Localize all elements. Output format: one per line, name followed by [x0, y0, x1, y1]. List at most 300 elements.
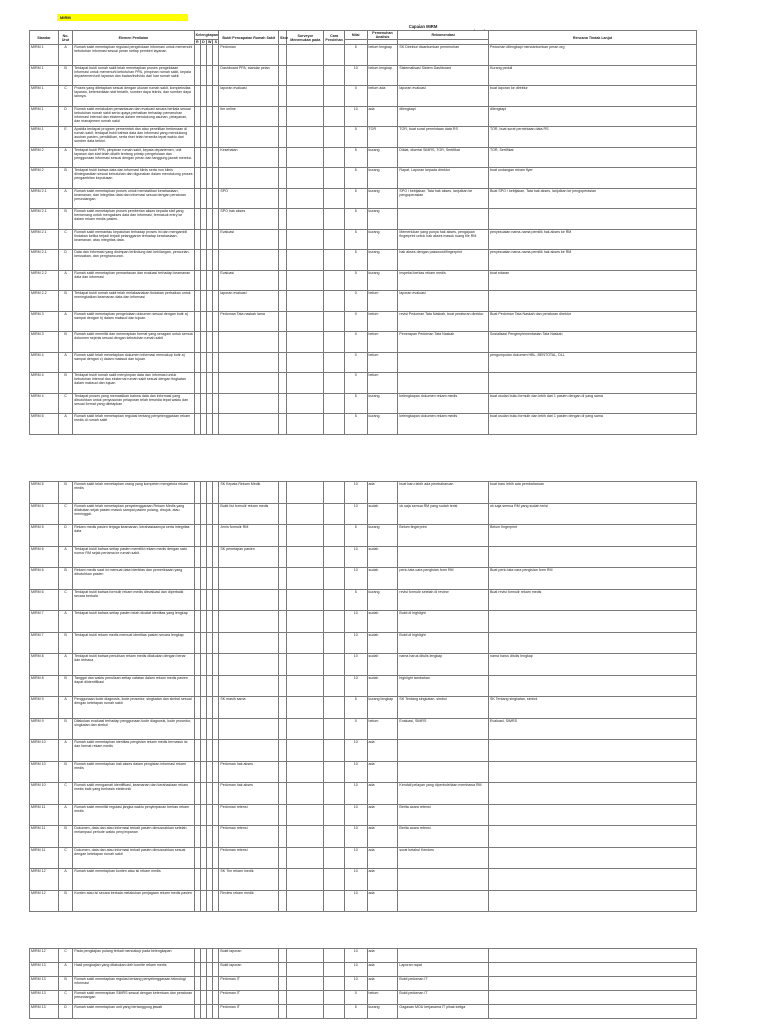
cell-nilai: 10: [344, 740, 367, 762]
table-row: [30, 270, 697, 291]
cell-analisis: ada: [367, 740, 398, 762]
cell-surveyor: [287, 761, 324, 783]
cell-nilai: 5: [344, 127, 367, 148]
cell-no-urut: B: [58, 890, 72, 912]
cell-no-urut: C: [58, 393, 72, 414]
sub-w: W: [208, 40, 212, 44]
cell-nilai: 5: [344, 525, 367, 547]
cell-no-urut: B: [58, 373, 72, 394]
table-row: [30, 1005, 697, 1019]
cell-standar: MIRM 9: [30, 718, 59, 740]
cell-bukti: Bukti list formulir rekam medis: [219, 503, 279, 525]
cell-rekomendasi: Berita acara retensi: [398, 826, 489, 848]
cell-elemen: Terdapat bukti bahwa setiap pasien telah dicatat identitas yang lengkap: [73, 611, 194, 633]
cell-standar: MIRM 6: [30, 568, 59, 590]
cell-no-urut: A: [58, 963, 72, 977]
cell-elemen: Rumah sakit menetapkan unit yang bertanggung jawab: [73, 1005, 194, 1019]
table-row: [30, 949, 697, 963]
cell-surveyor: [287, 611, 324, 633]
cell-surveyor: [287, 675, 324, 697]
assessment-table-1: [29, 30, 697, 435]
cell-surveyor: [287, 168, 324, 189]
col-surveyor: Surveyor Menemukan pada: [287, 31, 324, 45]
cell-standar: MIRM 12: [30, 869, 59, 891]
cell-skor: [279, 654, 287, 676]
cell-rencana: nama harus ditulis lengkap: [489, 654, 697, 676]
cell-cara: [324, 740, 345, 762]
cell-nilai: 10: [344, 675, 367, 697]
cell-rencana: SK Tentang singkatan, simbol: [489, 697, 697, 719]
cell-cara: [324, 761, 345, 783]
cell-rekomendasi: ok saja semua RM yang sudah terisi: [398, 503, 489, 525]
cell-elemen: Rumah sakit menetapkan pemantauan dan evaluasi terhadap keamanan data dan informasi: [73, 270, 194, 291]
cell-elemen: Terdapat bukti rekam medis memuat identitas pasien secara lengkap: [73, 632, 194, 654]
cell-rencana: buat laporan ke direktur: [489, 86, 697, 107]
cell-analisis: kurang: [367, 168, 398, 189]
cell-nilai: 10: [344, 847, 367, 869]
col-elemen: Elemen Penilaian: [73, 31, 194, 45]
cell-surveyor: [287, 291, 324, 312]
cell-surveyor: [287, 949, 324, 963]
cell-rencana: pengumpulan dokumen HBL, BENTOTAL, DLL: [489, 352, 697, 373]
cell-skor: [279, 503, 287, 525]
cell-rekomendasi: Gagasan MOU kerjasama IT pihak ketiga: [398, 1005, 489, 1019]
cell-no-urut: B: [58, 675, 72, 697]
cell-elemen: Rumah sakit telah menetapkan dokumen informasi mencakup butir a) sampai dengan c) dalam maksud dan tujuan: [73, 352, 194, 373]
cell-bukti: [219, 127, 279, 148]
cell-no-urut: B: [58, 977, 72, 991]
cell-skor: [279, 291, 287, 312]
table-row: [30, 697, 697, 719]
cell-surveyor: [287, 414, 324, 435]
cell-elemen: Apabila terdapat program pemerintah dan atau penelitian berkenaan di rumah sakit, terdapat bukti bahwa data dan informasi yang mendukung asuhan pasien, pendidikan, serta riset telah tersedia tepat waktu dari sumber data terkini.: [73, 127, 194, 148]
cell-analisis: ada: [367, 783, 398, 805]
cell-skor: [279, 270, 287, 291]
cell-rencana: buat undangan rekam flyer: [489, 168, 697, 189]
cell-rencana: TOR, Sertifikat: [489, 147, 697, 168]
cell-bukti: laporan evaluasi: [219, 86, 279, 107]
cell-skor: [279, 332, 287, 353]
cell-rencana: Buat perlu tata cara pengisian form RM: [489, 568, 697, 590]
cell-cara: [324, 393, 345, 414]
cell-rencana: [489, 291, 697, 312]
col-analisis: Pemenuhan Analisis: [367, 31, 398, 40]
table-row: [30, 414, 697, 435]
cell-analisis: belum lengkap: [367, 65, 398, 86]
cell-analisis: sudah: [367, 503, 398, 525]
cell-surveyor: [287, 45, 324, 66]
cell-rekomendasi: Rapat, Laporan kepada direktur: [398, 168, 489, 189]
cell-skor: [279, 65, 287, 86]
cell-analisis: belum: [367, 291, 398, 312]
sheet-title: MIRM: [57, 14, 188, 21]
table-row: [30, 373, 697, 394]
cell-skor: [279, 991, 287, 1005]
cell-nilai: 10: [344, 869, 367, 891]
cell-skor: [279, 352, 287, 373]
cell-nilai: 0: [344, 291, 367, 312]
cell-rencana: [489, 1005, 697, 1019]
cell-bukti: [219, 611, 279, 633]
cell-bukti: [219, 718, 279, 740]
cell-cara: [324, 414, 345, 435]
cell-no-urut: C: [58, 86, 72, 107]
cell-rencana: Kurang peduli: [489, 65, 697, 86]
cell-surveyor: [287, 654, 324, 676]
cell-bukti: SK penetapan pasien: [219, 546, 279, 568]
cell-no-urut: C: [58, 589, 72, 611]
cell-elemen: Rumah sakit memiliki dan menerapkan format yang seragam untuk semua dokumen sejenis sesuai dengan kebutuhan rumah sakit: [73, 332, 194, 353]
cell-nilai: 5: [344, 393, 367, 414]
cell-elemen: Dokumen, data dan atau informasi terkait pasien dimusnahkan sesuai dengan ketetapan rumah sakit: [73, 847, 194, 869]
cell-rekomendasi: Laporan rapat: [398, 963, 489, 977]
cell-standar: MIRM 13: [30, 977, 59, 991]
cell-bukti: Pedoman: [219, 45, 279, 66]
cell-no-urut: C: [58, 949, 72, 963]
cell-nilai: 0: [344, 373, 367, 394]
cell-nilai: 10: [344, 783, 367, 805]
cell-analisis: belum: [367, 718, 398, 740]
cell-rekomendasi: laporan evaluasi: [398, 291, 489, 312]
cell-standar: MIRM 5: [30, 414, 59, 435]
table-row: [30, 740, 697, 762]
cell-elemen: Rumah sakit menetapkan regulasi tentang penyelenggaraan teknologi informasi: [73, 977, 194, 991]
cell-no-urut: A: [58, 611, 72, 633]
cell-bukti: laporan evaluasi: [219, 291, 279, 312]
cell-cara: [324, 847, 345, 869]
cell-standar: MIRM 8: [30, 654, 59, 676]
cell-no-urut: A: [58, 697, 72, 719]
cell-skor: [279, 718, 287, 740]
cell-analisis: belum: [367, 373, 398, 394]
cell-elemen: Rumah sakit memiliki regulasi jangka waktu penyimpanan berkas rekam medis: [73, 804, 194, 826]
cell-bukti: [219, 568, 279, 590]
cell-rekomendasi: Bukti pedoman IT: [398, 991, 489, 1005]
cell-skor: [279, 804, 287, 826]
cell-bukti: Pedoman retensi: [219, 826, 279, 848]
cell-analisis: kurang: [367, 393, 398, 414]
cell-bukti: Dashboard PPA, standar pelan: [219, 65, 279, 86]
cell-cara: [324, 568, 345, 590]
cell-skor: [279, 783, 287, 805]
cell-surveyor: [287, 740, 324, 762]
cell-surveyor: [287, 546, 324, 568]
cell-rekomendasi: revisi formulir setelah di review: [398, 589, 489, 611]
cell-cara: [324, 311, 345, 332]
cell-cara: [324, 168, 345, 189]
cell-skor: [279, 45, 287, 66]
table-row: [30, 589, 697, 611]
cell-standar: MIRM 11: [30, 847, 59, 869]
cell-elemen: Rekam medis saat ini memuat data identitas dan pemeriksaan yang dibutuhkan pasien: [73, 568, 194, 590]
cell-skor: [279, 740, 287, 762]
cell-bukti: [219, 632, 279, 654]
cell-no-urut: C: [58, 783, 72, 805]
cell-nilai: 10: [344, 632, 367, 654]
cell-skor: [279, 826, 287, 848]
cell-rekomendasi: [398, 949, 489, 963]
cell-standar: MIRM 1: [30, 45, 59, 66]
cell-surveyor: [287, 503, 324, 525]
cell-cara: [324, 804, 345, 826]
cell-surveyor: [287, 229, 324, 250]
cell-rencana: [489, 869, 697, 891]
cell-analisis: ada: [367, 106, 398, 127]
cell-rencana: [489, 546, 697, 568]
cell-bukti: Pedoman Tata naskah lama: [219, 311, 279, 332]
table-row: [30, 675, 697, 697]
cell-no-urut: B: [58, 168, 72, 189]
cell-no-urut: D: [58, 525, 72, 547]
cell-rencana: [489, 783, 697, 805]
cell-nilai: 5: [344, 270, 367, 291]
cell-elemen: Penggunaan kode diagnosis, kode prosedur, singkatan dan simbol sesuai dengan ketetapan rumah sakit: [73, 697, 194, 719]
cell-bukti: [219, 393, 279, 414]
cell-rekomendasi: Belum fingerprint: [398, 525, 489, 547]
cell-surveyor: [287, 718, 324, 740]
cell-standar: MIRM 2.1: [30, 209, 59, 230]
cell-nilai: 10: [344, 611, 367, 633]
table-row: [30, 991, 697, 1005]
table-body-3: [30, 949, 697, 1019]
cell-rekomendasi: buat baru lebih ada pembaharuan: [398, 482, 489, 504]
cell-surveyor: [287, 332, 324, 353]
assessment-table-3: [29, 948, 697, 1019]
cell-standar: MIRM 2: [30, 147, 59, 168]
cell-surveyor: [287, 568, 324, 590]
table-row: [30, 229, 697, 250]
cell-elemen: Terdapat bukti bahwa penulisan rekam medis dilakukan dengan benar dan terbaca: [73, 654, 194, 676]
cell-elemen: Terdapat bukti bahwa data dan informasi klinis serta non klinis diintegrasikan sesuai kebutuhan dan digunakan dalam mendukung proses pengambilan keputusan: [73, 168, 194, 189]
cell-bukti: [219, 332, 279, 353]
cell-cara: [324, 188, 345, 209]
cell-cara: [324, 890, 345, 912]
cell-standar: MIRM 2.1: [30, 250, 59, 271]
cell-skor: [279, 188, 287, 209]
cell-cara: [324, 991, 345, 1005]
cell-surveyor: [287, 963, 324, 977]
cell-rencana: buat usulan buku formulir dan lebih dari 1 pasien dengan di yang sama: [489, 414, 697, 435]
cell-bukti: Pedoman IT: [219, 991, 279, 1005]
cell-no-urut: D: [58, 250, 72, 271]
table-row: [30, 106, 697, 127]
cell-bukti: Pedoman retensi: [219, 804, 279, 826]
cell-cara: [324, 675, 345, 697]
table-row: [30, 332, 697, 353]
cell-skor: [279, 147, 287, 168]
table-row: [30, 209, 697, 230]
table-row: [30, 546, 697, 568]
cell-rekomendasi: [398, 209, 489, 230]
cell-elemen: Rumah sakit telah menetapkan penyelenggaraan Rekam Medis yang dilakukan sejak pasien masuk sampai pasien pulang, dirujuk, atau meninggal.: [73, 503, 194, 525]
cell-cara: [324, 229, 345, 250]
cell-standar: MIRM 6: [30, 589, 59, 611]
cell-cara: [324, 291, 345, 312]
cell-bukti: Kesehatan: [219, 147, 279, 168]
cell-elemen: Rumah sakit menetapkan pengelolaan dokumen sesuai dengan butir a) sampai dengan h) dalam maksud dan tujuan.: [73, 311, 194, 332]
cell-bukti: Pedoman IT: [219, 977, 279, 991]
table-row: [30, 568, 697, 590]
cell-nilai: 0: [344, 332, 367, 353]
cell-nilai: 5: [344, 229, 367, 250]
cell-rekomendasi: surat ketahui Kemkes: [398, 847, 489, 869]
cell-nilai: 10: [344, 949, 367, 963]
cell-bukti: [219, 373, 279, 394]
cell-standar: MIRM 10: [30, 740, 59, 762]
cell-nilai: 10: [344, 65, 367, 86]
cell-cara: [324, 209, 345, 230]
cell-elemen: Rumah sakit memantau kepatuhan terhadap proses ini dan mengambil tindakan ketika terjadi terjadi pelanggaran terhadap kerahasiaan, keamanan, atau integritas data.: [73, 229, 194, 250]
cell-analisis: kurang: [367, 589, 398, 611]
cell-cara: [324, 977, 345, 991]
cell-rencana: [489, 675, 697, 697]
cell-elemen: Proses yang ditetapkan sesuai dengan ukuran rumah sakit, kompleksitas layanan, ketersediaan staf terlatih, sumber daya teknis, dan sumber daya lainnya.: [73, 86, 194, 107]
cell-bukti: [219, 168, 279, 189]
cell-skor: [279, 847, 287, 869]
cell-elemen: Rekam medis pasien terjaga keamanan, kerahasiaannya serta integritas data: [73, 525, 194, 547]
cell-skor: [279, 963, 287, 977]
cell-standar: MIRM 5: [30, 503, 59, 525]
cell-elemen: Rumah sakit mengamati identifikasi, keamanan dan kerahasiaan rekam medis baik yang berbasis elektronik: [73, 783, 194, 805]
cell-analisis: sudah: [367, 675, 398, 697]
cell-no-urut: A: [58, 804, 72, 826]
cell-cara: [324, 654, 345, 676]
cell-rekomendasi: Berita acara retensi: [398, 804, 489, 826]
cell-analisis: ada: [367, 963, 398, 977]
cell-rekomendasi: [398, 352, 489, 373]
cell-bukti: [219, 250, 279, 271]
cell-standar: MIRM 8: [30, 675, 59, 697]
cell-analisis: kurang: [367, 414, 398, 435]
cell-skor: [279, 250, 287, 271]
cell-cara: [324, 270, 345, 291]
cell-cara: [324, 332, 345, 353]
cell-standar: MIRM 11: [30, 804, 59, 826]
cell-elemen: Terdapat bukti rumah sakit menyimpan data dan informasi untuk kebutuhan internal dan eksternal rumah sakit sesuai dengan tingkatan dalam maksud dan tujuan: [73, 373, 194, 394]
cell-skor: [279, 632, 287, 654]
cell-surveyor: [287, 991, 324, 1005]
cell-rencana: [489, 632, 697, 654]
cell-rekomendasi: [398, 890, 489, 912]
cell-skor: [279, 229, 287, 250]
cell-no-urut: A: [58, 147, 72, 168]
cell-nilai: 5: [344, 147, 367, 168]
cell-rencana: Buat Pedoman Tata Naskah dan peraturan direktur: [489, 311, 697, 332]
cell-rekomendasi: highlight tambahan: [398, 675, 489, 697]
col-nilai: Nilai: [344, 31, 367, 40]
cell-no-urut: A: [58, 311, 72, 332]
cell-rekomendasi: Bukti di highlight: [398, 611, 489, 633]
cell-nilai: 10: [344, 761, 367, 783]
cell-no-urut: C: [58, 229, 72, 250]
cell-bukti: Pedoman IT: [219, 1005, 279, 1019]
cell-standar: MIRM 2.1: [30, 188, 59, 209]
cell-rencana: TOR, buat surat permintaan data RS: [489, 127, 697, 148]
cell-skor: [279, 568, 287, 590]
cell-standar: MIRM 2.2: [30, 291, 59, 312]
cell-nilai: 10: [344, 963, 367, 977]
cell-analisis: belum: [367, 332, 398, 353]
cell-rekomendasi: Bukti pedoman IT: [398, 977, 489, 991]
sheet-section-2: [29, 481, 697, 912]
cell-no-urut: C: [58, 847, 72, 869]
cell-no-urut: D: [58, 1005, 72, 1019]
cell-elemen: Konten atau isi secara berkala melakukan penjagaan rekam medis pasien: [73, 890, 194, 912]
cell-rencana: [489, 740, 697, 762]
cell-no-urut: B: [58, 291, 72, 312]
cell-elemen: Terdapat bukti bahwa setiap pasien memiliki rekam medis dengan satu nomor RM sejak pertama ke rumah sakit.: [73, 546, 194, 568]
cell-standar: MIRM 2.2: [30, 270, 59, 291]
cell-no-urut: B: [58, 332, 72, 353]
cell-rekomendasi: [398, 546, 489, 568]
cell-rekomendasi: hak akses dengan password/fingerprint: [398, 250, 489, 271]
table-row: [30, 783, 697, 805]
cell-rekomendasi: TOR, buat surat permintaan data RS: [398, 127, 489, 148]
cell-rencana: dilengkapi: [489, 106, 697, 127]
cell-rencana: [489, 804, 697, 826]
cell-surveyor: [287, 482, 324, 504]
cell-skor: [279, 209, 287, 230]
cell-bukti: Review rekam medik: [219, 890, 279, 912]
cell-elemen: Terdapat bukti rumah sakit telah menetapkan proses pengelolaan informasi untuk memenuhi kebutuhan PPA, pimpinan rumah sakit, kepala departemen/unit layanan dan badan/individu dari luar rumah sakit.: [73, 65, 194, 86]
cell-bukti: Evaluasi: [219, 229, 279, 250]
cell-nilai: 0: [344, 991, 367, 1005]
cell-analisis: ada: [367, 482, 398, 504]
cell-analisis: ada: [367, 804, 398, 826]
cell-rencana: [489, 949, 697, 963]
cell-rekomendasi: laporan evaluasi: [398, 86, 489, 107]
cell-nilai: 5: [344, 188, 367, 209]
cell-surveyor: [287, 869, 324, 891]
cell-rekomendasi: perlu tata cara pengisian form RM: [398, 568, 489, 590]
cell-standar: MIRM 9: [30, 697, 59, 719]
cell-standar: MIRM 5: [30, 482, 59, 504]
cell-elemen: Rumah sakit menetapkan hak akses dalam pengisian informasi rekam medis: [73, 761, 194, 783]
table-row: [30, 188, 697, 209]
cell-surveyor: [287, 589, 324, 611]
cell-nilai: 10: [344, 654, 367, 676]
cell-no-urut: A: [58, 740, 72, 762]
cell-rekomendasi: [398, 869, 489, 891]
cell-no-urut: B: [58, 826, 72, 848]
cell-rekomendasi: SK Tentang singkatan, simbol: [398, 697, 489, 719]
cell-rencana: Sosialisasi Pengimplementasian Tata Naskah: [489, 332, 697, 353]
cell-nilai: 5: [344, 589, 367, 611]
cell-standar: MIRM 13: [30, 963, 59, 977]
cell-bukti: [219, 352, 279, 373]
cell-cara: [324, 589, 345, 611]
cell-analisis: kurang: [367, 270, 398, 291]
cell-bukti: Jenis formulir RM: [219, 525, 279, 547]
cell-cara: [324, 503, 345, 525]
table-row: [30, 847, 697, 869]
cell-surveyor: [287, 847, 324, 869]
cell-rencana: [489, 847, 697, 869]
cell-bukti: SK Kepala Rekam Medik: [219, 482, 279, 504]
cell-skor: [279, 482, 287, 504]
table-row: [30, 525, 697, 547]
cell-analisis: sudah: [367, 632, 398, 654]
cell-cara: [324, 250, 345, 271]
cell-standar: MIRM 4: [30, 373, 59, 394]
table-body-2: [30, 482, 697, 912]
cell-elemen: Hasil pengkajian yang dilakukan oleh komite rekam medis: [73, 963, 194, 977]
cell-standar: MIRM 1: [30, 65, 59, 86]
cell-elemen: Data dan informasi yang disimpan terlindung dari kehilangan, pencurian, kerusakan, dan penghancuran.: [73, 250, 194, 271]
table-row: [30, 963, 697, 977]
cell-elemen: Dilakukan evaluasi terhadap penggunaan kode diagnosis, kode prosedur, singkatan dan simbol: [73, 718, 194, 740]
cell-surveyor: [287, 86, 324, 107]
